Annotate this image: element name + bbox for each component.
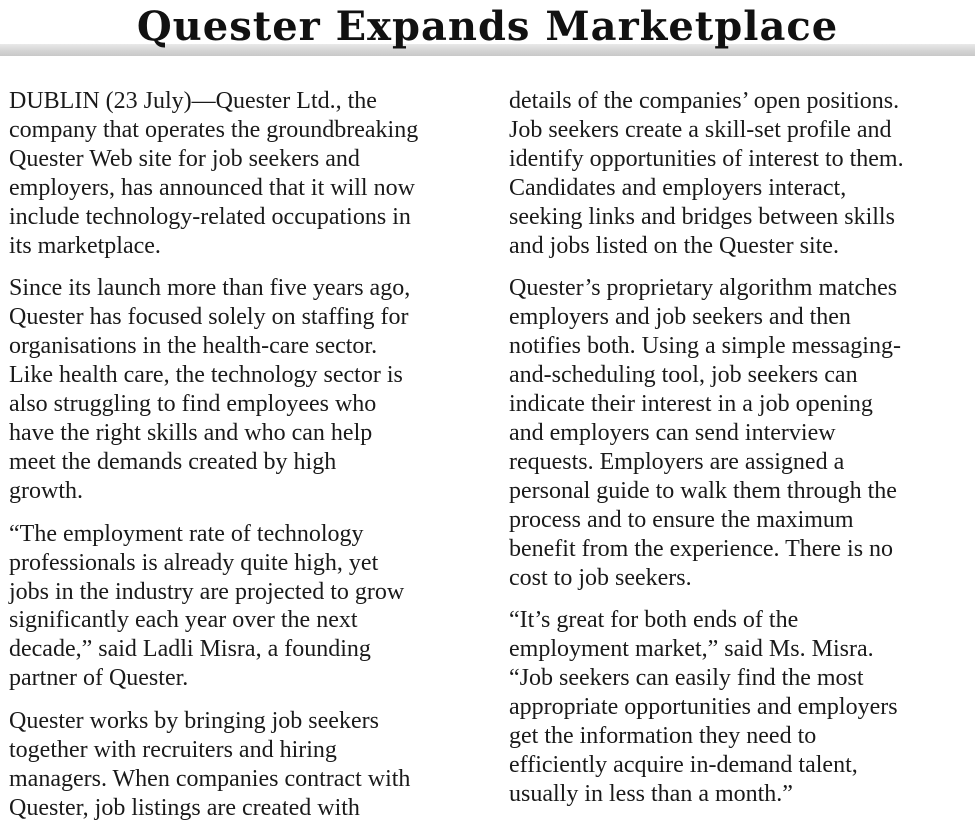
text-line: include technology-related occupations in [9,203,411,230]
text-line: jobs in the industry are projected to grow [9,578,405,605]
text-line: usually in less than a month.” [509,780,793,807]
text-line: indicate their interest in a job opening [509,391,873,418]
article-headline: Quester Expands Marketplace [136,3,839,50]
text-line: significantly each year over the next [9,607,358,634]
text-line: cost to job seekers. [509,564,692,591]
text-line: and-scheduling tool, job seekers can [509,362,858,389]
paragraph-how-it-works [9,707,489,823]
text-line: get the information they need to [509,723,817,750]
text-line: “It’s great for both ends of the [509,607,799,634]
text-line: employers, has announced that it will now [9,174,415,201]
text-line: partner of Quester. [9,665,189,692]
right-column [509,87,975,823]
text-line: decade,” said Ladli Misra, a founding [9,636,371,663]
text-line: Quester Web site for job seekers and [9,145,360,172]
text-line: Quester has focused solely on staffing for [9,304,409,331]
text-line: Since its launch more than five years ago, [9,275,411,302]
paragraph-announcement [9,87,489,260]
text-line: Quester, job listings are created with [9,794,360,821]
text-line: also struggling to find employees who [9,391,377,418]
text-line: DUBLIN (23 July)—Quester Ltd., the [9,88,377,114]
text-line: Job seekers create a skill-set profile and [509,116,892,143]
text-line: “The employment rate of technology [9,520,364,547]
text-line: and jobs listed on the Quester site. [509,232,839,259]
paragraph-how-it-works-continued [509,87,975,260]
paragraph-background [9,274,489,505]
text-line: benefit from the experience. There is no [509,535,894,562]
text-line: seeking links and bridges between skills [509,203,895,230]
text-line: employers and job seekers and then [509,304,851,331]
text-line: organisations in the health-care sector. [9,333,378,360]
text-line: Like health care, the technology sector is [9,362,403,389]
text-line: and employers can send interview [509,419,836,446]
text-line: Quester works by bringing job seekers [9,708,379,735]
text-line: professionals is already quite high, yet [9,549,379,576]
text-line: appropriate opportunities and employers [509,694,898,721]
text-line: Candidates and employers interact, [509,174,847,201]
text-line: have the right skills and who can help [9,419,373,446]
headline-banner [0,0,975,56]
text-line: Quester’s proprietary algorithm matches [509,275,898,302]
text-line: its marketplace. [9,232,161,259]
text-line: together with recruiters and hiring [9,737,337,764]
text-line: “Job seekers can easily find the most [509,665,864,692]
left-column [9,87,489,837]
paragraph-closing-quote [509,606,975,808]
text-line: managers. When companies contract with [9,765,411,792]
text-line: growth. [9,477,83,504]
text-line: notifies both. Using a simple messaging- [509,333,901,360]
paragraph-algorithm [509,274,975,592]
text-line: process and to ensure the maximum [509,506,854,533]
text-line: employment market,” said Ms. Misra. [509,636,874,663]
text-line: efficiently acquire in-demand talent, [509,751,858,778]
text-line: personal guide to walk them through the [509,477,897,504]
text-line: requests. Employers are assigned a [509,448,845,475]
paragraph-quote-misra [9,520,489,693]
text-line: meet the demands created by high [9,448,337,475]
text-line: company that operates the groundbreaking [9,116,419,143]
text-line: identify opportunities of interest to them. [509,145,904,172]
text-line: details of the companies’ open positions. [509,88,900,114]
